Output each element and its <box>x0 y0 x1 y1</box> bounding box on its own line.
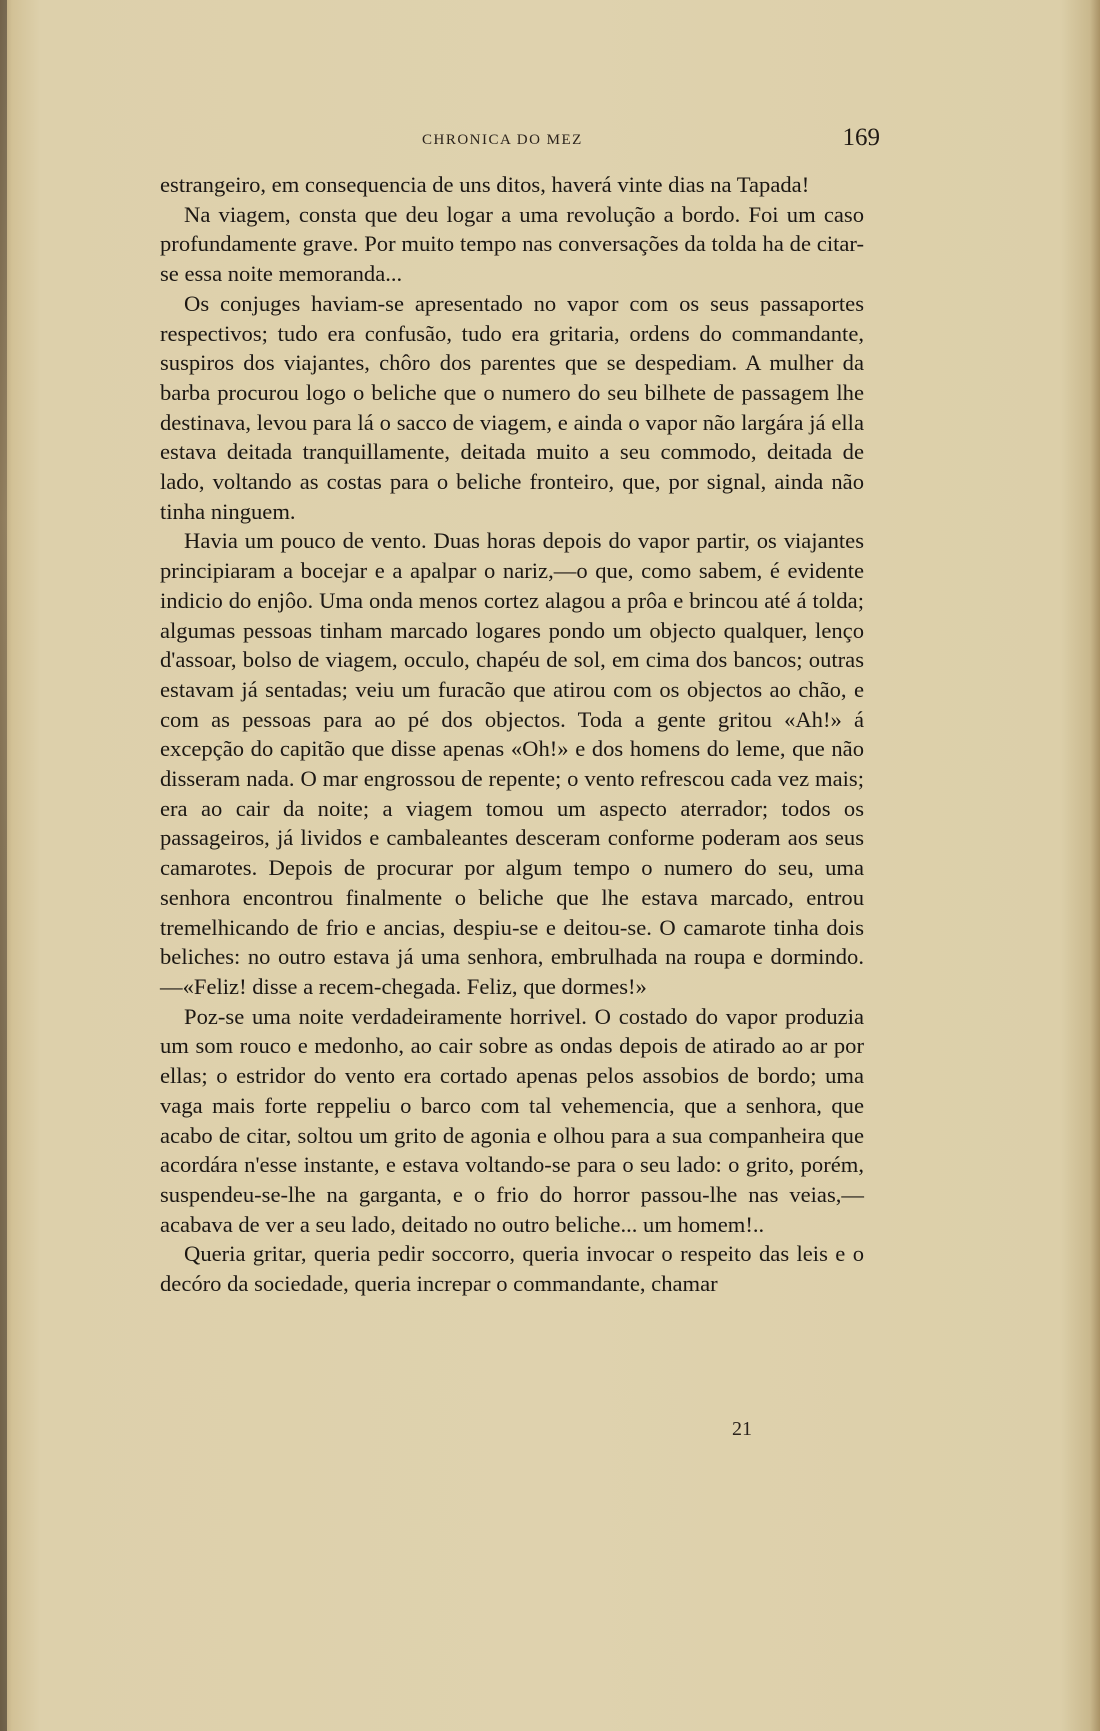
running-head <box>160 124 880 158</box>
paragraph: Na viagem, consta que deu logar a uma revolução a bordo. Foi um caso profundamente grave. Por muito tempo nas conversações da tolda ha de citar-se essa noite memoranda... <box>160 201 864 287</box>
page-number: 169 <box>842 124 880 151</box>
paragraph: Os conjuges haviam-se apresentado no vapor com os seus passaportes respectivos; tudo era confusão, tudo era gritaria, ordens do commandante, suspiros dos viajantes, chôro dos parentes que se despediam. A mulher da barba procurou logo o beliche que o numero do seu bilhete de passagem lhe destinava, levou para lá o sacco de viagem, e ainda o vapor não largára já ella estava deitada tranquillamente, deitada muito a seu commodo, deitada de lado, voltando as costas para o beliche fronteiro, que, por signal, ainda não tinha ninguem. <box>160 290 864 524</box>
paragraph: estrangeiro, em consequencia de uns ditos, haverá vinte dias na Tapada! <box>160 172 810 197</box>
page-edge-shadow <box>0 0 7 1731</box>
paragraph: Havia um pouco de vento. Duas horas depois do vapor partir, os viajantes principiaram a bocejar e a apalpar o nariz,—o que, como sabem, é evidente indicio do enjôo. Uma onda menos cortez alagou a prôa e brincou até á tolda; algumas pessoas tinham marcado logares pondo um objecto qualquer, lenço d'assoar, bolso de viagem, occulo, chapéu de sol, em cima dos bancos; outras estavam já sentadas; veiu um furacão que atirou com os objectos ao chão, e com as pessoas para ao pé dos objectos. Toda a gente gritou «Ah!» á excepção do capitão que disse apenas «Oh!» e dos homens do leme, que não disseram nada. O mar engrossou de repente; o vento refrescou cada vez mais; era ao cair da noite; a viagem tomou um aspecto aterrador; todos os passageiros, já lividos e cambaleantes desceram conforme poderam aos seus camarotes. Depois de procurar por algum tempo o numero do seu, uma senhora encontrou finalmente o beliche que lhe estava marcado, entrou tremelhicando de frio e ancias, despiu-se e deitou-se. O camarote tinha dois beliches: no outro estava já uma senhora, embrulhada na roupa e dormindo.—«Feliz! disse a recem-chegada. Feliz, que dormes!» <box>160 528 864 999</box>
paragraph: Poz-se uma noite verdadeiramente horrivel. O costado do vapor produzia um som rouco e medonho, ao cair sobre as ondas depois de atirado ao ar por ellas; o estridor do vento era cortado apenas pelos assobios de bordo; uma vaga mais forte reppeliu o barco com tal vehemencia, que a senhora, que acabo de citar, soltou um grito de agonia e olhou para a sua companheira que acordára n'esse instante, e estava voltando-se para o seu lado: o grito, porém, suspendeu-se-lhe na garganta, e o frio do horror passou-lhe nas veias,—acabava de ver a seu lado, deitado no outro beliche... um homem!.. <box>160 1003 864 1237</box>
signature-mark: 21 <box>732 1418 752 1440</box>
running-title: CHRONICA DO MEZ <box>422 132 583 148</box>
body-text <box>160 170 864 1299</box>
paragraph: Queria gritar, queria pedir soccorro, queria invocar o respeito das leis e o decóro da sociedade, queria increpar o commandante, chamar <box>160 1241 864 1297</box>
